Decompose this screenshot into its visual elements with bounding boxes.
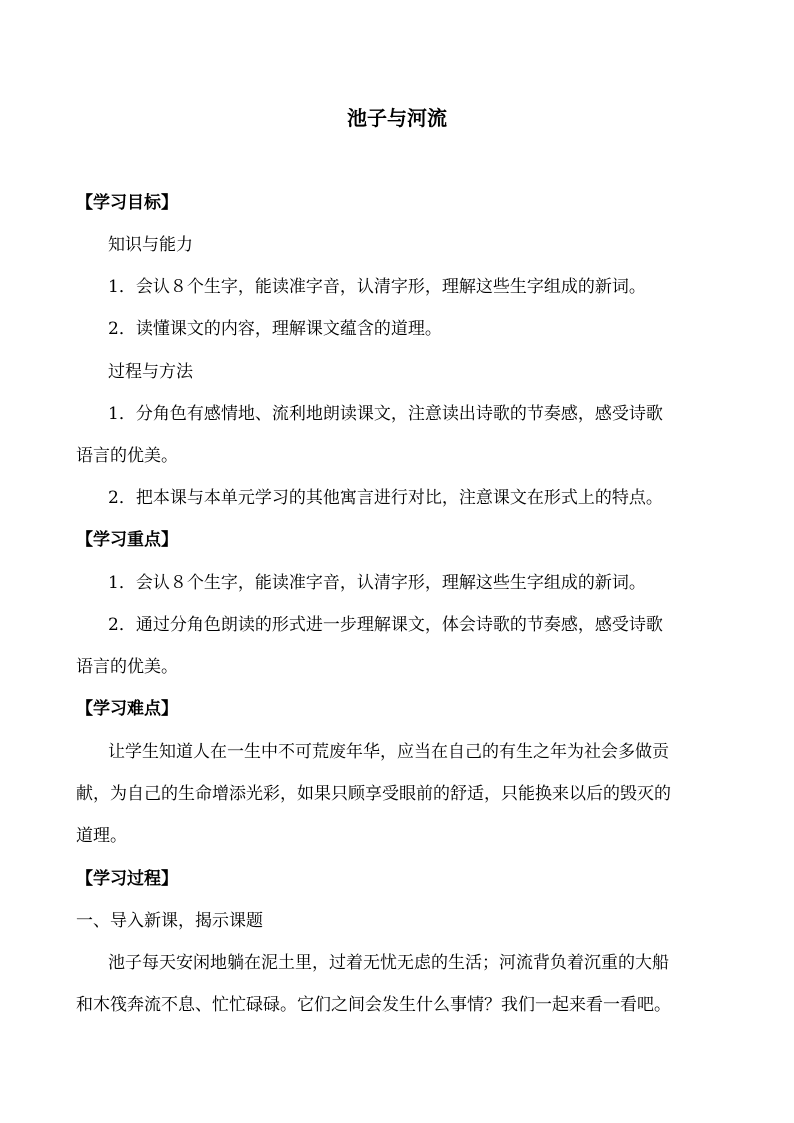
key-points-item-1: 1．会认８个生字，能读准字音，认清字形，理解这些生字组成的新词。 xyxy=(108,573,646,593)
objectives-item-2: 2．读懂课文的内容，理解课文蕴含的道理。 xyxy=(108,319,442,339)
process-paragraph-line-1: 池子每天安闲地躺在泥土里，过着无忧无虑的生活；河流背负着沉重的大船 xyxy=(108,953,669,973)
objectives-subheading-process: 过程与方法 xyxy=(108,362,193,382)
difficulties-line-3: 道理。 xyxy=(76,826,127,846)
process-heading: 【学习过程】 xyxy=(76,869,178,889)
objectives-item-4: 2．把本课与本单元学习的其他寓言进行对比，注意课文在形式上的特点。 xyxy=(108,488,663,508)
difficulties-line-2: 献，为自己的生命增添光彩，如果只顾享受眼前的舒适，只能换来以后的毁灭的 xyxy=(76,784,671,804)
process-paragraph-line-2: 和木筏奔流不息、忙忙碌碌。它们之间会发生什么事情？我们一起来看一看吧。 xyxy=(76,995,671,1015)
objectives-item-3-line-2: 语言的优美。 xyxy=(76,446,178,466)
key-points-heading: 【学习重点】 xyxy=(76,530,178,550)
key-points-item-2-line-2: 语言的优美。 xyxy=(76,657,178,677)
process-step-1: 一、导入新课，揭示课题 xyxy=(76,911,263,931)
key-points-item-2-line-1: 2．通过分角色朗读的形式进一步理解课文，体会诗歌的节奏感，感受诗歌 xyxy=(108,615,663,635)
objectives-item-3-line-1: 1．分角色有感情地、流利地朗读课文，注意读出诗歌的节奏感，感受诗歌 xyxy=(108,404,663,424)
document-title: 池子与河流 xyxy=(347,106,447,130)
objectives-subheading-knowledge: 知识与能力 xyxy=(108,235,193,255)
difficulties-line-1: 让学生知道人在一生中不可荒废年华，应当在自己的有生之年为社会多做贡 xyxy=(108,742,669,762)
objectives-item-1: 1．会认８个生字，能读准字音，认清字形，理解这些生字组成的新词。 xyxy=(108,277,646,297)
objectives-heading: 【学习目标】 xyxy=(76,193,178,213)
difficulties-heading: 【学习难点】 xyxy=(76,699,178,719)
